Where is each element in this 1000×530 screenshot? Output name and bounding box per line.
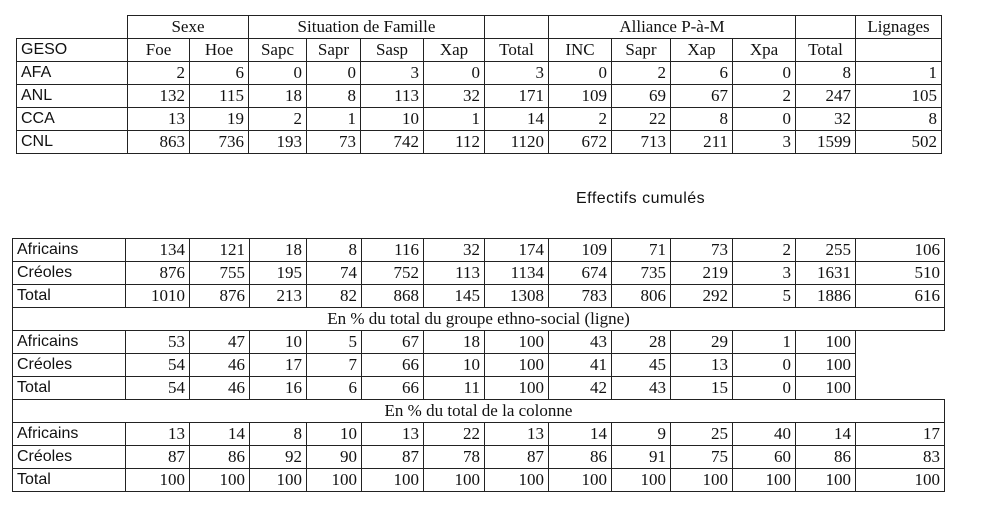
column-header: Xap xyxy=(671,39,733,62)
data-cell: 100 xyxy=(485,354,549,377)
table-row xyxy=(13,423,945,446)
data-cell: 22 xyxy=(424,423,485,446)
data-cell: 32 xyxy=(424,85,485,108)
data-cell: 75 xyxy=(671,446,733,469)
data-cell: 8 xyxy=(307,239,362,262)
data-cell: 41 xyxy=(549,354,612,377)
data-cell: 17 xyxy=(856,423,945,446)
data-cell: 90 xyxy=(307,446,362,469)
data-cell: 16 xyxy=(250,377,307,400)
data-cell: 115 xyxy=(190,85,249,108)
data-cell: 87 xyxy=(126,446,190,469)
data-cell: 109 xyxy=(549,239,612,262)
data-cell: 100 xyxy=(612,469,671,492)
row-label: CCA xyxy=(17,108,128,131)
row-label: Total xyxy=(13,469,126,492)
data-cell: 8 xyxy=(671,108,733,131)
data-cell: 116 xyxy=(362,239,424,262)
data-cell: 868 xyxy=(362,285,424,308)
data-cell: 100 xyxy=(549,469,612,492)
table-row xyxy=(17,85,942,108)
data-cell: 78 xyxy=(424,446,485,469)
data-cell: 783 xyxy=(549,285,612,308)
data-cell: 8 xyxy=(796,62,856,85)
data-cell: 71 xyxy=(612,239,671,262)
data-cell: 1 xyxy=(856,62,942,85)
caption-effectifs-cumules: Effectifs cumulés xyxy=(576,190,706,207)
data-cell: 17 xyxy=(250,354,307,377)
data-cell: 86 xyxy=(549,446,612,469)
data-cell: 60 xyxy=(733,446,796,469)
data-cell: 69 xyxy=(612,85,671,108)
data-cell: 193 xyxy=(249,131,307,154)
data-cell: 73 xyxy=(671,239,733,262)
data-cell: 100 xyxy=(856,469,945,492)
data-cell: 112 xyxy=(424,131,485,154)
data-cell: 3 xyxy=(485,62,549,85)
data-cell: 213 xyxy=(250,285,307,308)
data-cell: 145 xyxy=(424,285,485,308)
data-cell: 211 xyxy=(671,131,733,154)
data-cell: 0 xyxy=(733,108,796,131)
data-cell: 713 xyxy=(612,131,671,154)
data-cell: 45 xyxy=(612,354,671,377)
group-header-sexe: Sexe xyxy=(128,16,249,39)
data-cell: 100 xyxy=(250,469,307,492)
data-cell: 1631 xyxy=(796,262,856,285)
data-cell: 82 xyxy=(307,285,362,308)
data-cell: 0 xyxy=(307,62,361,85)
data-cell: 2 xyxy=(128,62,190,85)
data-cell: 11 xyxy=(424,377,485,400)
data-cell: 42 xyxy=(549,377,612,400)
data-cell: 10 xyxy=(361,108,424,131)
data-cell: 8 xyxy=(250,423,307,446)
data-cell: 18 xyxy=(424,331,485,354)
data-cell: 100 xyxy=(307,469,362,492)
data-cell: 5 xyxy=(733,285,796,308)
data-cell: 100 xyxy=(796,377,856,400)
empty-cell xyxy=(856,377,945,400)
data-cell: 1886 xyxy=(796,285,856,308)
data-cell: 100 xyxy=(671,469,733,492)
data-cell: 10 xyxy=(250,331,307,354)
data-cell: 195 xyxy=(250,262,307,285)
column-header: GESO xyxy=(17,39,128,62)
data-cell: 2 xyxy=(612,62,671,85)
data-cell: 876 xyxy=(190,285,250,308)
data-cell: 3 xyxy=(733,131,796,154)
data-cell: 13 xyxy=(671,354,733,377)
data-cell: 100 xyxy=(485,469,549,492)
data-cell: 113 xyxy=(424,262,485,285)
data-cell: 0 xyxy=(249,62,307,85)
data-cell: 132 xyxy=(128,85,190,108)
data-cell: 92 xyxy=(250,446,307,469)
data-cell: 22 xyxy=(612,108,671,131)
data-cell: 863 xyxy=(128,131,190,154)
data-cell: 66 xyxy=(362,354,424,377)
data-cell: 54 xyxy=(126,354,190,377)
data-cell: 109 xyxy=(549,85,612,108)
column-header: Xpa xyxy=(733,39,796,62)
data-cell: 43 xyxy=(612,377,671,400)
row-label: ANL xyxy=(17,85,128,108)
bottom-table-body xyxy=(13,239,945,492)
data-cell: 32 xyxy=(424,239,485,262)
data-cell: 100 xyxy=(485,377,549,400)
column-header: Total xyxy=(485,39,549,62)
data-cell: 18 xyxy=(249,85,307,108)
data-cell: 806 xyxy=(612,285,671,308)
table-row xyxy=(13,446,945,469)
group-header-total-blank-2 xyxy=(796,16,856,39)
data-cell: 113 xyxy=(361,85,424,108)
data-cell: 1120 xyxy=(485,131,549,154)
data-cell: 29 xyxy=(671,331,733,354)
column-header-lignages-blank xyxy=(856,39,942,62)
data-cell: 247 xyxy=(796,85,856,108)
data-cell: 25 xyxy=(671,423,733,446)
data-cell: 100 xyxy=(190,469,250,492)
row-label: Africains xyxy=(13,331,126,354)
data-cell: 292 xyxy=(671,285,733,308)
data-cell: 19 xyxy=(190,108,249,131)
data-cell: 10 xyxy=(424,354,485,377)
data-cell: 14 xyxy=(796,423,856,446)
data-cell: 510 xyxy=(856,262,945,285)
section-title-row xyxy=(13,308,945,331)
data-cell: 43 xyxy=(549,331,612,354)
data-cell: 876 xyxy=(126,262,190,285)
data-cell: 100 xyxy=(126,469,190,492)
data-cell: 54 xyxy=(126,377,190,400)
data-cell: 67 xyxy=(362,331,424,354)
data-cell: 0 xyxy=(424,62,485,85)
data-cell: 1134 xyxy=(485,262,549,285)
data-cell: 87 xyxy=(485,446,549,469)
data-cell: 1 xyxy=(307,108,361,131)
data-cell: 735 xyxy=(612,262,671,285)
data-cell: 0 xyxy=(733,62,796,85)
data-cell: 83 xyxy=(856,446,945,469)
data-cell: 8 xyxy=(307,85,361,108)
data-cell: 28 xyxy=(612,331,671,354)
data-cell: 100 xyxy=(796,331,856,354)
row-label: Africains xyxy=(13,239,126,262)
column-header: Hoe xyxy=(190,39,249,62)
data-cell: 15 xyxy=(671,377,733,400)
data-cell: 752 xyxy=(362,262,424,285)
group-header-situation: Situation de Famille xyxy=(249,16,485,39)
data-cell: 0 xyxy=(733,354,796,377)
data-cell: 40 xyxy=(733,423,796,446)
empty-corner-cell xyxy=(17,16,128,39)
data-cell: 1308 xyxy=(485,285,549,308)
data-cell: 86 xyxy=(796,446,856,469)
data-cell: 1599 xyxy=(796,131,856,154)
group-header-total-blank xyxy=(485,16,549,39)
data-cell: 672 xyxy=(549,131,612,154)
data-cell: 3 xyxy=(361,62,424,85)
group-header-lignages: Lignages xyxy=(856,16,942,39)
row-label: CNL xyxy=(17,131,128,154)
data-cell: 174 xyxy=(485,239,549,262)
data-cell: 32 xyxy=(796,108,856,131)
data-cell: 1 xyxy=(733,331,796,354)
table-row xyxy=(17,62,942,85)
data-cell: 14 xyxy=(485,108,549,131)
data-cell: 2 xyxy=(733,239,796,262)
column-header: Sapc xyxy=(249,39,307,62)
bottom-table xyxy=(12,238,945,492)
data-cell: 6 xyxy=(671,62,733,85)
table-row xyxy=(17,108,942,131)
table-row xyxy=(13,331,945,354)
table-row xyxy=(17,131,942,154)
table-row xyxy=(13,354,945,377)
table-row xyxy=(13,469,945,492)
row-label: Créoles xyxy=(13,446,126,469)
data-cell: 86 xyxy=(190,446,250,469)
column-header: Total xyxy=(796,39,856,62)
data-cell: 674 xyxy=(549,262,612,285)
data-cell: 46 xyxy=(190,377,250,400)
data-cell: 2 xyxy=(733,85,796,108)
data-cell: 2 xyxy=(249,108,307,131)
data-cell: 7 xyxy=(307,354,362,377)
data-cell: 1010 xyxy=(126,285,190,308)
column-header: Sapr xyxy=(307,39,361,62)
column-header: Sasp xyxy=(361,39,424,62)
column-header: Foe xyxy=(128,39,190,62)
data-cell: 121 xyxy=(190,239,250,262)
data-cell: 100 xyxy=(796,469,856,492)
data-cell: 9 xyxy=(612,423,671,446)
data-cell: 14 xyxy=(549,423,612,446)
section-title-row xyxy=(13,400,945,423)
data-cell: 100 xyxy=(796,354,856,377)
data-cell: 100 xyxy=(485,331,549,354)
data-cell: 100 xyxy=(362,469,424,492)
data-cell: 219 xyxy=(671,262,733,285)
data-cell: 6 xyxy=(190,62,249,85)
data-cell: 742 xyxy=(361,131,424,154)
row-label: Africains xyxy=(13,423,126,446)
data-cell: 100 xyxy=(733,469,796,492)
top-table-body xyxy=(17,16,942,154)
row-label: Créoles xyxy=(13,354,126,377)
data-cell: 3 xyxy=(733,262,796,285)
column-header-row xyxy=(17,39,942,62)
row-label: Total xyxy=(13,285,126,308)
data-cell: 255 xyxy=(796,239,856,262)
data-cell: 91 xyxy=(612,446,671,469)
data-cell: 755 xyxy=(190,262,250,285)
data-cell: 106 xyxy=(856,239,945,262)
data-cell: 6 xyxy=(307,377,362,400)
data-cell: 105 xyxy=(856,85,942,108)
data-cell: 66 xyxy=(362,377,424,400)
row-label: Total xyxy=(13,377,126,400)
data-cell: 5 xyxy=(307,331,362,354)
data-cell: 134 xyxy=(126,239,190,262)
empty-cell xyxy=(856,331,945,354)
data-cell: 18 xyxy=(250,239,307,262)
data-cell: 74 xyxy=(307,262,362,285)
data-cell: 0 xyxy=(733,377,796,400)
data-cell: 736 xyxy=(190,131,249,154)
column-header: Sapr xyxy=(612,39,671,62)
table-row xyxy=(13,262,945,285)
table-row xyxy=(13,239,945,262)
data-cell: 502 xyxy=(856,131,942,154)
column-header: Xap xyxy=(424,39,485,62)
section-title: En % du total du groupe ethno-social (ligne) xyxy=(13,308,945,331)
data-cell: 13 xyxy=(362,423,424,446)
data-cell: 53 xyxy=(126,331,190,354)
data-cell: 8 xyxy=(856,108,942,131)
data-cell: 46 xyxy=(190,354,250,377)
table-row xyxy=(13,377,945,400)
data-cell: 73 xyxy=(307,131,361,154)
table-row xyxy=(13,285,945,308)
data-cell: 0 xyxy=(549,62,612,85)
column-header: INC xyxy=(549,39,612,62)
data-cell: 1 xyxy=(424,108,485,131)
group-header-alliance: Alliance P-à-M xyxy=(549,16,796,39)
group-header-row xyxy=(17,16,942,39)
data-cell: 100 xyxy=(424,469,485,492)
data-cell: 87 xyxy=(362,446,424,469)
data-cell: 14 xyxy=(190,423,250,446)
data-cell: 2 xyxy=(549,108,612,131)
section-title: En % du total de la colonne xyxy=(13,400,945,423)
top-table xyxy=(16,15,942,154)
data-cell: 10 xyxy=(307,423,362,446)
data-cell: 13 xyxy=(485,423,549,446)
data-cell: 616 xyxy=(856,285,945,308)
empty-cell xyxy=(856,354,945,377)
row-label: Créoles xyxy=(13,262,126,285)
data-cell: 47 xyxy=(190,331,250,354)
row-label: AFA xyxy=(17,62,128,85)
data-cell: 13 xyxy=(126,423,190,446)
data-cell: 13 xyxy=(128,108,190,131)
data-cell: 67 xyxy=(671,85,733,108)
data-cell: 171 xyxy=(485,85,549,108)
